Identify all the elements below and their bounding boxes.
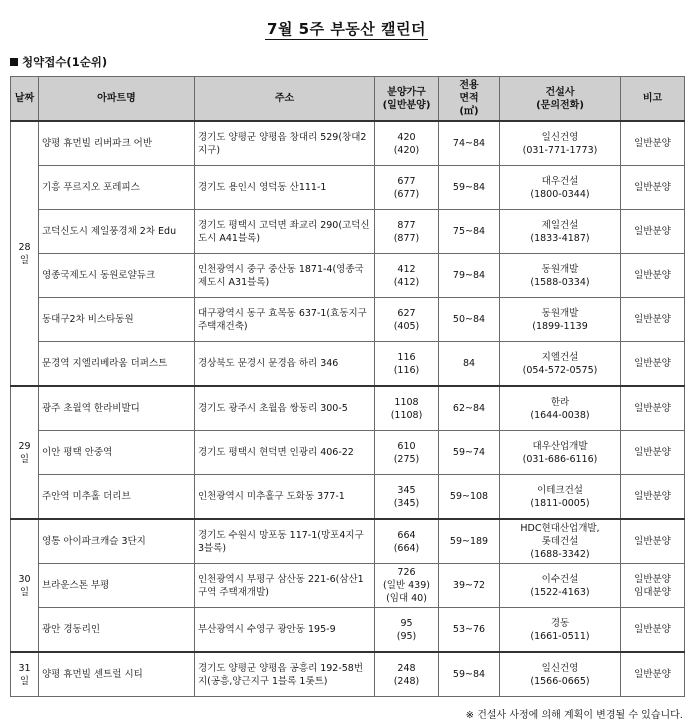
address-cell: 경기도 평택시 고덕면 좌교리 290(고덕신도시 A41블록) bbox=[195, 210, 375, 254]
date-cell: 29일 bbox=[11, 386, 39, 519]
units-cell: 610 (275) bbox=[375, 431, 439, 475]
address-cell: 경기도 광주시 초월읍 쌍동리 300-5 bbox=[195, 386, 375, 431]
units-cell: 1108 (1108) bbox=[375, 386, 439, 431]
square-bullet-icon bbox=[10, 58, 18, 66]
header-address: 주소 bbox=[195, 77, 375, 122]
builder-cell: 동원개발 (1588-0334) bbox=[500, 254, 621, 298]
apartment-name-cell: 문경역 지엘리베라움 더퍼스트 bbox=[39, 342, 195, 387]
units-cell: 345 (345) bbox=[375, 475, 439, 520]
footnote: ※ 건설사 사정에 의해 계획이 변경될 수 있습니다. bbox=[465, 710, 683, 721]
header-units: 분양가구 (일반분양) bbox=[375, 77, 439, 122]
area-cell: 59~84 bbox=[439, 652, 500, 697]
note-cell: 일반분양 bbox=[621, 608, 685, 653]
address-cell: 부산광역시 수영구 광안동 195-9 bbox=[195, 608, 375, 653]
apartment-name-cell: 고덕신도시 제일풍경채 2차 Edu bbox=[39, 210, 195, 254]
address-cell: 경기도 양평군 양평읍 창대리 529(창대2지구) bbox=[195, 121, 375, 166]
date-cell: 31일 bbox=[11, 652, 39, 697]
header-area: 전용 면적 (㎡) bbox=[439, 77, 500, 122]
builder-cell: 이수건설 (1522-4163) bbox=[500, 564, 621, 608]
table-row bbox=[11, 210, 685, 254]
units-cell: 877 (877) bbox=[375, 210, 439, 254]
builder-cell: 일신건영 (031-771-1773) bbox=[500, 121, 621, 166]
builder-cell: 한라 (1644-0038) bbox=[500, 386, 621, 431]
apartment-name-cell: 이안 평택 안중역 bbox=[39, 431, 195, 475]
note-cell: 일반분양 bbox=[621, 254, 685, 298]
date-cell: 30일 bbox=[11, 519, 39, 652]
area-cell: 59~108 bbox=[439, 475, 500, 520]
address-cell: 인천광역시 부평구 삼산동 221-6(삼산1구역 주택재개발) bbox=[195, 564, 375, 608]
table-row bbox=[11, 298, 685, 342]
date-cell: 28일 bbox=[11, 121, 39, 386]
note-cell: 일반분양 bbox=[621, 121, 685, 166]
note-cell: 일반분양 bbox=[621, 210, 685, 254]
table-row bbox=[11, 652, 685, 697]
builder-cell: HDC현대산업개발, 롯데건설 (1688-3342) bbox=[500, 519, 621, 564]
apartment-name-cell: 영통 아이파크캐슬 3단지 bbox=[39, 519, 195, 564]
header-apartment: 아파트명 bbox=[39, 77, 195, 122]
section-heading: 청약접수(1순위) bbox=[10, 54, 107, 70]
note-cell: 일반분양 bbox=[621, 652, 685, 697]
address-cell: 대구광역시 동구 효목동 637-1(효동지구 주택재건축) bbox=[195, 298, 375, 342]
area-cell: 50~84 bbox=[439, 298, 500, 342]
units-cell: 95 (95) bbox=[375, 608, 439, 653]
table-row bbox=[11, 342, 685, 387]
builder-cell: 대우건설 (1800-0344) bbox=[500, 166, 621, 210]
area-cell: 59~84 bbox=[439, 166, 500, 210]
apartment-name-cell: 광주 초월역 한라비발디 bbox=[39, 386, 195, 431]
address-cell: 경기도 평택시 현덕면 인광리 406-22 bbox=[195, 431, 375, 475]
units-cell: 677 (677) bbox=[375, 166, 439, 210]
area-cell: 74~84 bbox=[439, 121, 500, 166]
note-cell: 일반분양 bbox=[621, 431, 685, 475]
apartment-name-cell: 동대구2차 비스타동원 bbox=[39, 298, 195, 342]
table-row bbox=[11, 519, 685, 564]
units-cell: 420 (420) bbox=[375, 121, 439, 166]
builder-cell: 대우산업개발 (031-686-6116) bbox=[500, 431, 621, 475]
note-cell: 일반분양 bbox=[621, 298, 685, 342]
header-builder: 건설사 (문의전화) bbox=[500, 77, 621, 122]
apartment-name-cell: 양평 휴먼빌 리버파크 어반 bbox=[39, 121, 195, 166]
builder-cell: 동원개발 (1899-1139 bbox=[500, 298, 621, 342]
area-cell: 62~84 bbox=[439, 386, 500, 431]
units-cell: 412 (412) bbox=[375, 254, 439, 298]
note-cell: 일반분양 임대분양 bbox=[621, 564, 685, 608]
units-cell: 664 (664) bbox=[375, 519, 439, 564]
note-cell: 일반분양 bbox=[621, 166, 685, 210]
units-cell: 248 (248) bbox=[375, 652, 439, 697]
area-cell: 59~74 bbox=[439, 431, 500, 475]
area-cell: 39~72 bbox=[439, 564, 500, 608]
address-cell: 인천광역시 중구 중산동 1871-4(영종국제도시 A31블록) bbox=[195, 254, 375, 298]
area-cell: 59~189 bbox=[439, 519, 500, 564]
apartment-name-cell: 기흥 푸르지오 포레피스 bbox=[39, 166, 195, 210]
note-cell: 일반분양 bbox=[621, 519, 685, 564]
builder-cell: 지엘건설 (054-572-0575) bbox=[500, 342, 621, 387]
builder-cell: 제일건설 (1833-4187) bbox=[500, 210, 621, 254]
table-row bbox=[11, 475, 685, 520]
address-cell: 경기도 용인시 영덕동 산111-1 bbox=[195, 166, 375, 210]
area-cell: 75~84 bbox=[439, 210, 500, 254]
apartment-name-cell: 양평 휴먼빌 센트럴 시티 bbox=[39, 652, 195, 697]
apartment-name-cell: 영종국제도시 동원로얄듀크 bbox=[39, 254, 195, 298]
table-row bbox=[11, 386, 685, 431]
address-cell: 경기도 수원시 망포동 117-1(망포4지구 3블록) bbox=[195, 519, 375, 564]
area-cell: 79~84 bbox=[439, 254, 500, 298]
note-cell: 일반분양 bbox=[621, 475, 685, 520]
builder-cell: 이테크건설 (1811-0005) bbox=[500, 475, 621, 520]
address-cell: 경상북도 문경시 문경읍 하리 346 bbox=[195, 342, 375, 387]
table-row bbox=[11, 254, 685, 298]
page-title: 7월 5주 부동산 캘린더 bbox=[267, 20, 426, 38]
area-cell: 84 bbox=[439, 342, 500, 387]
table-row bbox=[11, 166, 685, 210]
apartment-name-cell: 광안 경동리인 bbox=[39, 608, 195, 653]
header-date: 날짜 bbox=[11, 77, 39, 122]
table-row bbox=[11, 121, 685, 166]
header-note: 비고 bbox=[621, 77, 685, 122]
note-cell: 일반분양 bbox=[621, 342, 685, 387]
builder-cell: 일신건영 (1566-0665) bbox=[500, 652, 621, 697]
calendar-table bbox=[10, 76, 685, 697]
address-cell: 인천광역시 미추홀구 도화동 377-1 bbox=[195, 475, 375, 520]
area-cell: 53~76 bbox=[439, 608, 500, 653]
apartment-name-cell: 주안역 미추홀 더리브 bbox=[39, 475, 195, 520]
note-cell: 일반분양 bbox=[621, 386, 685, 431]
table-row bbox=[11, 431, 685, 475]
units-cell: 116 (116) bbox=[375, 342, 439, 387]
table-row bbox=[11, 564, 685, 608]
builder-cell: 경동 (1661-0511) bbox=[500, 608, 621, 653]
address-cell: 경기도 양평군 양평읍 공흥리 192-58번지(공흥,양근지구 1블록 1롯트) bbox=[195, 652, 375, 697]
units-cell: 627 (405) bbox=[375, 298, 439, 342]
table-row bbox=[11, 608, 685, 653]
table-header-row bbox=[11, 77, 685, 122]
apartment-name-cell: 브라운스톤 부평 bbox=[39, 564, 195, 608]
units-cell: 726 (일반 439) (임대 40) bbox=[375, 564, 439, 608]
